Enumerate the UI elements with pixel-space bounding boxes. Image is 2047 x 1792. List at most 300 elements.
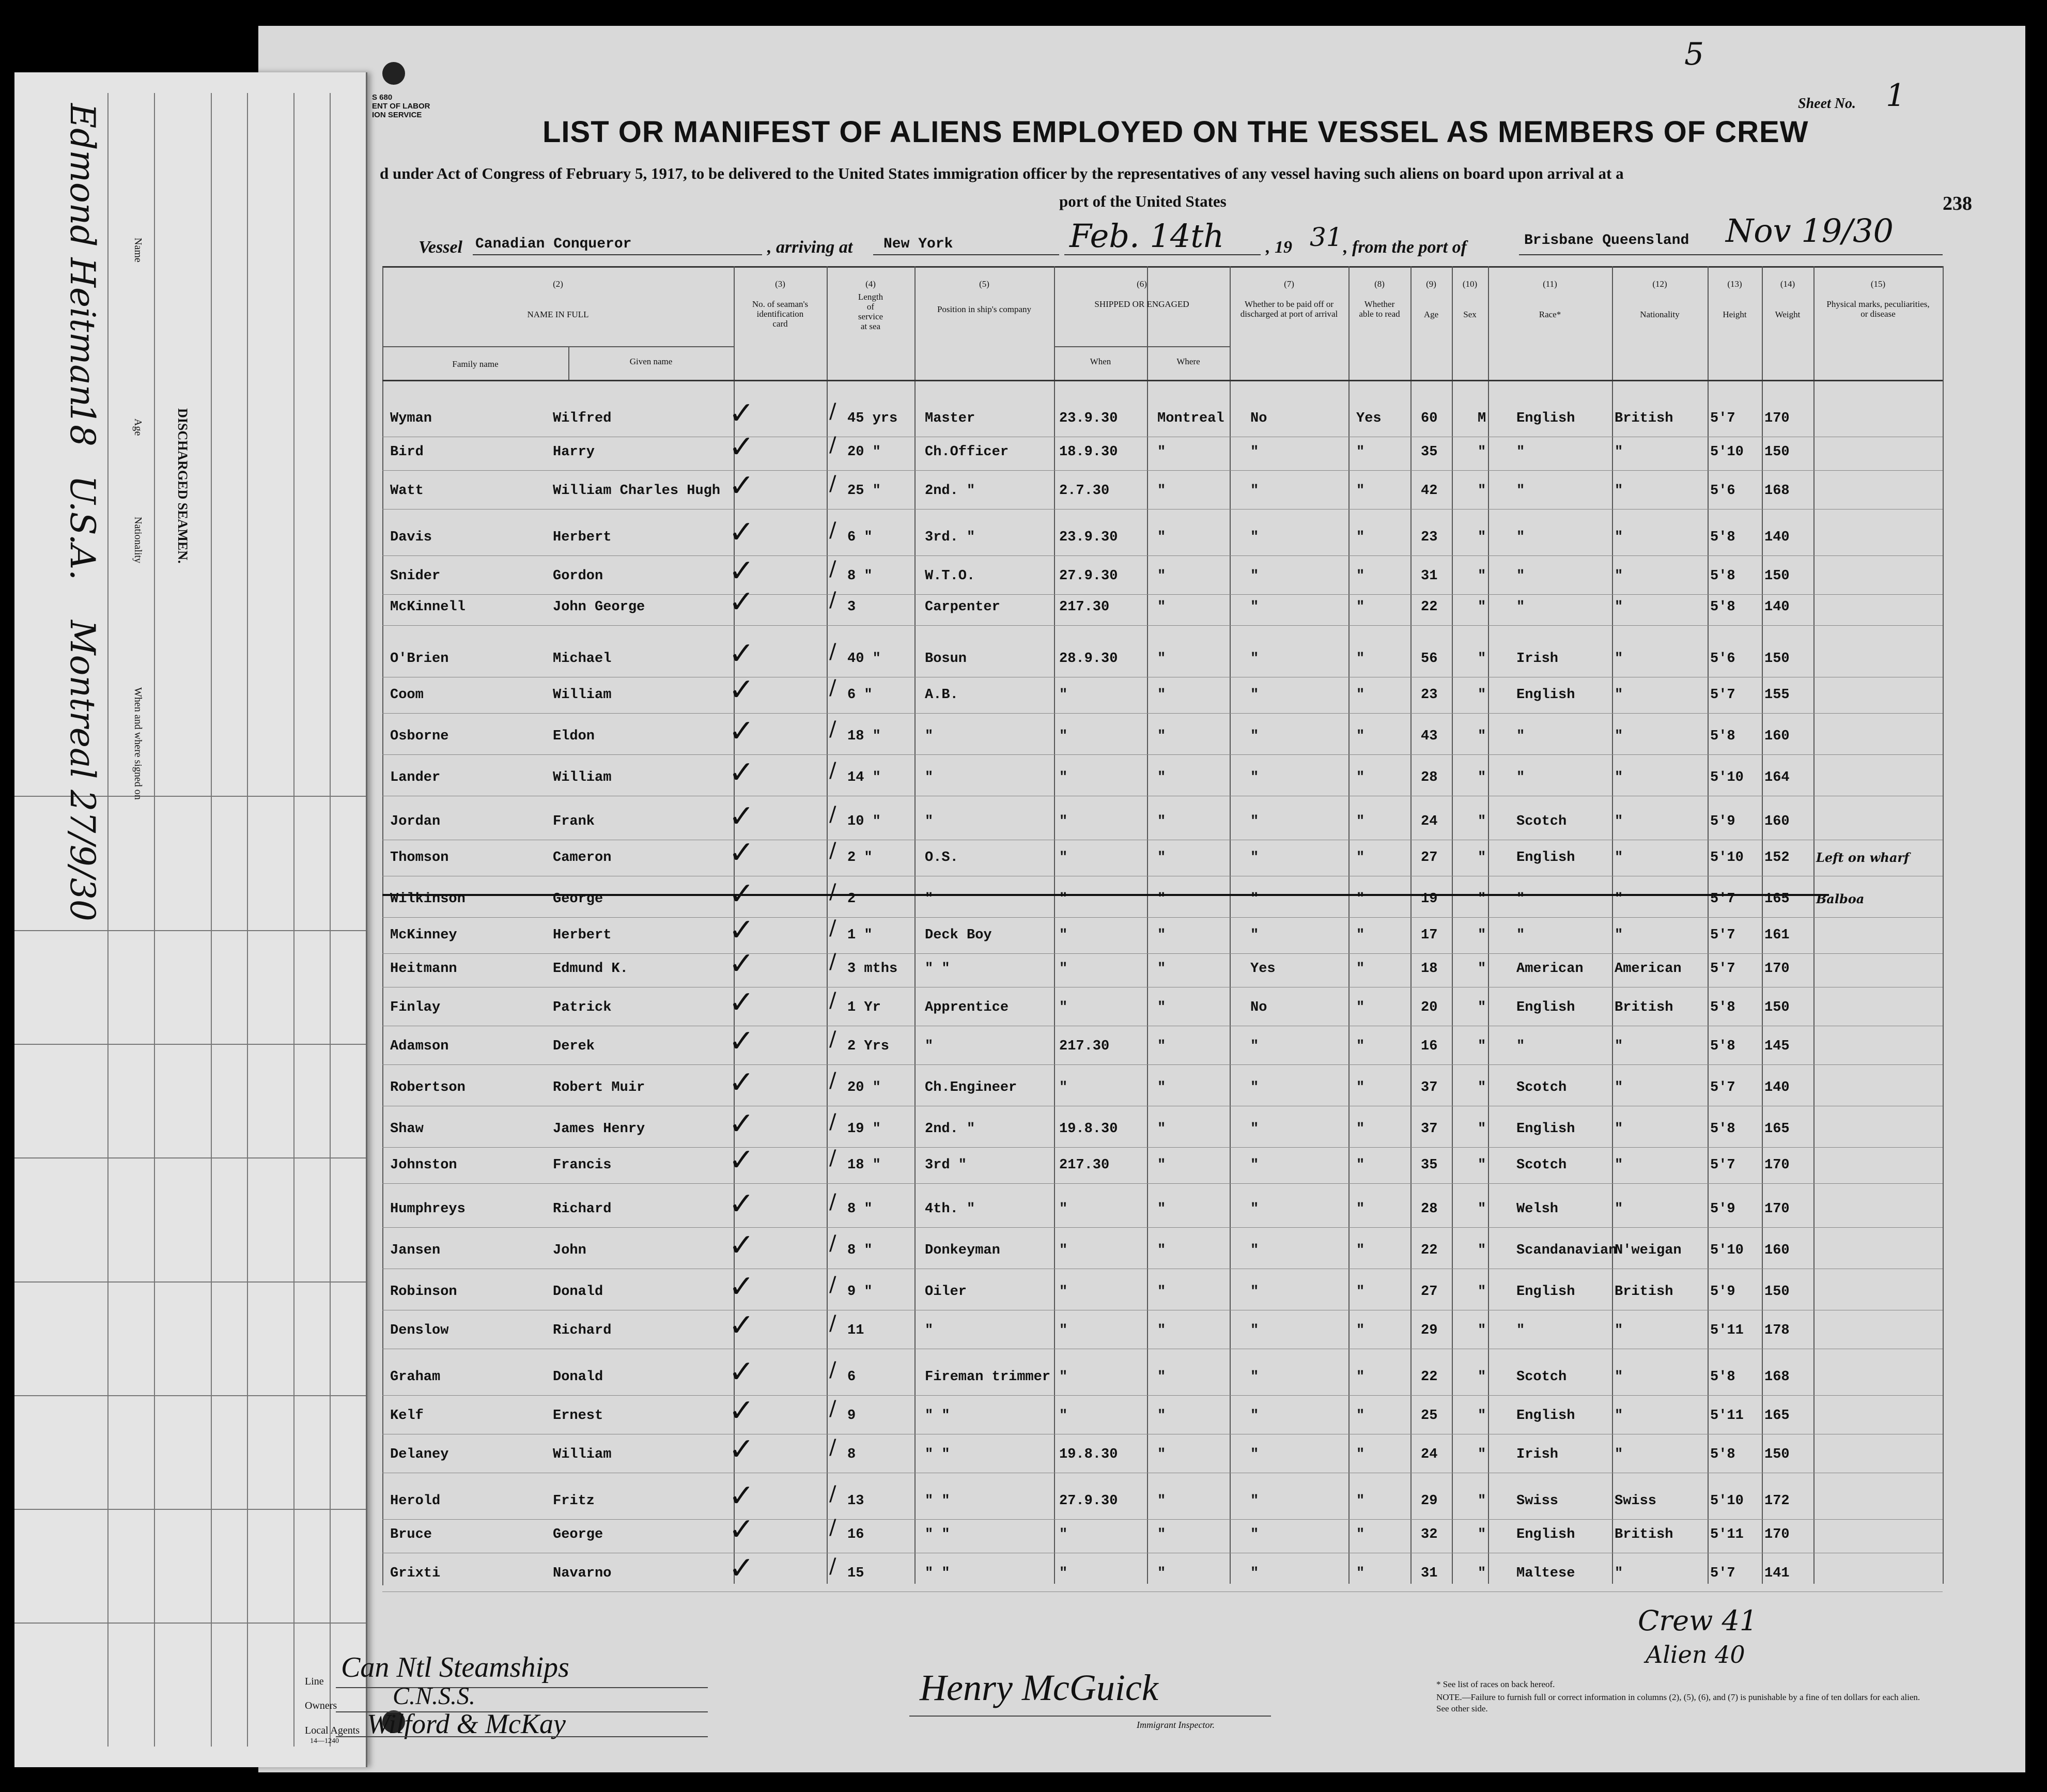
service-length: 2 Yrs	[847, 1039, 890, 1054]
row-rule	[382, 1147, 1943, 1148]
col-header-service	[827, 279, 914, 331]
nationality: "	[1615, 530, 1623, 545]
given-name: Wilfred	[553, 411, 612, 426]
shipped-where: "	[1157, 1493, 1166, 1509]
check-mark: ✓	[728, 912, 755, 948]
discharged-seamen-strip	[14, 72, 367, 1767]
nationality: British	[1615, 1000, 1673, 1015]
shipped-when: 27.9.30	[1059, 1493, 1118, 1509]
nationality: Swiss	[1615, 1493, 1657, 1509]
shipped-when: 18.9.30	[1059, 444, 1118, 460]
shipped-where: "	[1157, 568, 1166, 584]
sex: "	[1478, 444, 1486, 460]
nationality: "	[1615, 850, 1623, 866]
col-num: (7)	[1284, 279, 1294, 289]
check-mark: ✓	[728, 636, 755, 672]
col-header-race	[1488, 279, 1612, 319]
position: " "	[925, 961, 950, 977]
paid-off: "	[1250, 444, 1259, 460]
col-label: Age	[1423, 310, 1439, 319]
age: 35	[1421, 444, 1438, 460]
service-tick-mark: /	[829, 433, 836, 457]
col-num: (6)	[1137, 279, 1147, 289]
given-name: James Henry	[553, 1121, 645, 1137]
service-length: 8 "	[847, 568, 873, 584]
position: " "	[925, 1408, 950, 1424]
position: "	[925, 729, 934, 744]
service-tick-mark: /	[829, 1516, 836, 1539]
service-tick-mark: /	[829, 950, 836, 974]
able-to-read: "	[1356, 599, 1365, 615]
family-name: Lander	[390, 770, 441, 785]
nationality: British	[1615, 411, 1673, 426]
race: "	[1516, 729, 1525, 744]
header-bottom-rule	[382, 380, 1943, 381]
col-divider	[1943, 266, 1944, 1584]
shipped-where: "	[1157, 1369, 1166, 1385]
paid-off: "	[1250, 770, 1259, 785]
arriving-label: , arriving at	[767, 238, 853, 257]
inspector-label: Immigrant Inspector.	[1137, 1720, 1215, 1730]
shipped-where: "	[1157, 1201, 1166, 1217]
given-name: William	[553, 687, 612, 703]
position: " "	[925, 1566, 950, 1581]
race: "	[1516, 444, 1525, 460]
family-name: Osborne	[390, 729, 449, 744]
service-tick-mark: /	[829, 1311, 836, 1335]
paid-off: "	[1250, 651, 1259, 667]
height: 5'6	[1710, 651, 1735, 667]
service-tick-mark: /	[829, 1482, 836, 1506]
col-divider	[1708, 266, 1709, 1584]
strip-divider	[211, 93, 212, 1747]
family-name: Wilkinson	[390, 891, 466, 907]
family-name: Robertson	[390, 1080, 466, 1095]
nationality: "	[1615, 444, 1623, 460]
shipped-when: "	[1059, 814, 1068, 829]
able-to-read: "	[1356, 1408, 1365, 1424]
position: A.B.	[925, 687, 958, 703]
family-name: Bruce	[390, 1527, 432, 1542]
given-name: Donald	[553, 1369, 603, 1385]
weight: 168	[1764, 1369, 1790, 1385]
weight: 150	[1764, 651, 1790, 667]
shipped-where: "	[1157, 729, 1166, 744]
weight: 150	[1764, 1447, 1790, 1462]
weight: 152	[1764, 850, 1790, 866]
nationality: "	[1615, 1408, 1623, 1424]
able-to-read: "	[1356, 1369, 1365, 1385]
col-header-given: Given name	[629, 357, 673, 366]
height: 5'11	[1710, 1408, 1744, 1424]
age: 19	[1421, 891, 1438, 907]
shipped-where: "	[1157, 483, 1166, 499]
service-length: 18 "	[847, 1157, 881, 1173]
paid-off: "	[1250, 1527, 1259, 1542]
able-to-read: "	[1356, 1284, 1365, 1300]
service-length: 3	[847, 599, 856, 615]
height: 5'6	[1710, 483, 1735, 499]
strip-rule	[14, 1509, 366, 1510]
able-to-read: "	[1356, 1243, 1365, 1258]
col-header-sex	[1452, 279, 1488, 319]
owners-label: Owners	[305, 1700, 337, 1711]
paid-off: "	[1250, 729, 1259, 744]
position: " "	[925, 1527, 950, 1542]
shipped-where: "	[1157, 850, 1166, 866]
position: "	[925, 891, 934, 907]
shipped-subheader-rule	[1054, 346, 1230, 347]
nationality: "	[1615, 928, 1623, 943]
race: English	[1516, 687, 1575, 703]
able-to-read: "	[1356, 850, 1365, 866]
service-length: 19 "	[847, 1121, 881, 1137]
paid-off: "	[1250, 483, 1259, 499]
strip-rule	[14, 1044, 366, 1045]
strip-signed-label: When and where signed on	[132, 687, 144, 800]
name-subheader-rule	[382, 346, 734, 347]
age: 24	[1421, 814, 1438, 829]
service-tick-mark: /	[829, 759, 836, 782]
family-name: Snider	[390, 568, 441, 584]
sex: "	[1478, 1566, 1486, 1581]
able-to-read: "	[1356, 891, 1365, 907]
race: "	[1516, 530, 1525, 545]
position: Bosun	[925, 651, 967, 667]
shipped-when: "	[1059, 850, 1068, 866]
check-mark: ✓	[728, 754, 755, 791]
given-name: John	[553, 1243, 586, 1258]
nationality: "	[1615, 1369, 1623, 1385]
owners-value: C.N.S.S.	[393, 1682, 476, 1710]
sheet-number: 1	[1886, 78, 1906, 114]
check-mark: ✓	[728, 984, 755, 1021]
check-mark: ✓	[728, 1431, 755, 1467]
col-header-name	[382, 279, 734, 319]
sex: "	[1478, 1000, 1486, 1015]
position: 2nd. "	[925, 483, 975, 499]
given-name: Gordon	[553, 568, 603, 584]
service-tick-mark: /	[829, 518, 836, 542]
shipped-when: "	[1059, 1408, 1068, 1424]
race: English	[1516, 1284, 1575, 1300]
line-value: Can Ntl Steamships	[341, 1651, 569, 1683]
paid-off: "	[1250, 1369, 1259, 1385]
service-tick-mark: /	[829, 916, 836, 940]
paid-off: "	[1250, 850, 1259, 866]
col-num: (9)	[1426, 279, 1436, 289]
age: 29	[1421, 1493, 1438, 1509]
position: Ch.Officer	[925, 444, 1009, 460]
paid-off: No	[1250, 1000, 1267, 1015]
given-name: Frank	[553, 814, 595, 829]
given-name: Donald	[553, 1284, 603, 1300]
weight: 140	[1764, 1080, 1790, 1095]
weight: 141	[1764, 1566, 1790, 1581]
position: Master	[925, 411, 975, 426]
nationality: "	[1615, 568, 1623, 584]
race: English	[1516, 850, 1575, 866]
shipped-where: "	[1157, 651, 1166, 667]
weight: 172	[1764, 1493, 1790, 1509]
age: 28	[1421, 1201, 1438, 1217]
row-rule	[382, 713, 1943, 714]
given-name: William Charles Hugh	[553, 483, 721, 499]
agents-underline	[336, 1736, 708, 1737]
check-mark: ✓	[728, 1550, 755, 1586]
form-id-line: ENT OF LABOR	[372, 102, 430, 111]
given-name: Robert Muir	[553, 1080, 645, 1095]
height: 5'9	[1710, 814, 1735, 829]
shipped-where: "	[1157, 1447, 1166, 1462]
service-length: 16	[847, 1527, 864, 1542]
shipped-where: "	[1157, 1566, 1166, 1581]
given-name: Patrick	[553, 1000, 612, 1015]
paid-off: "	[1250, 1157, 1259, 1173]
shipped-when: "	[1059, 1284, 1068, 1300]
race: Swiss	[1516, 1493, 1559, 1509]
strip-entry-name: Edmond Heitman	[63, 103, 102, 407]
age: 35	[1421, 1157, 1438, 1173]
age: 31	[1421, 1566, 1438, 1581]
weight: 178	[1764, 1323, 1790, 1338]
service-tick-mark: /	[829, 717, 836, 741]
paid-off: No	[1250, 411, 1267, 426]
strip-divider	[247, 93, 248, 1747]
strip-rule	[14, 1281, 366, 1283]
age: 29	[1421, 1323, 1438, 1338]
service-length: 1 Yr	[847, 1000, 881, 1015]
family-name: Coom	[390, 687, 424, 703]
top-mark: 5	[1684, 36, 1704, 72]
height: 5'7	[1710, 961, 1735, 977]
weight: 170	[1764, 411, 1790, 426]
position: 4th. "	[925, 1201, 975, 1217]
family-name: Herold	[390, 1493, 441, 1509]
sex: "	[1478, 770, 1486, 785]
from-port-underline	[1519, 254, 1943, 255]
nationality: "	[1615, 687, 1623, 703]
age: 25	[1421, 1408, 1438, 1424]
able-to-read: "	[1356, 928, 1365, 943]
family-name: Davis	[390, 530, 432, 545]
nationality: "	[1615, 814, 1623, 829]
shipped-where: "	[1157, 1527, 1166, 1542]
sex: "	[1478, 814, 1486, 829]
shipped-where: "	[1157, 1039, 1166, 1054]
position: " "	[925, 1493, 950, 1509]
form-code: 14—1240	[310, 1737, 339, 1745]
sex: "	[1478, 599, 1486, 615]
service-length: 40 "	[847, 651, 881, 667]
strip-divider	[293, 93, 294, 1747]
family-name: Humphreys	[390, 1201, 466, 1217]
col-header-paid	[1230, 279, 1348, 319]
col-header-nationality	[1612, 279, 1708, 319]
able-to-read: "	[1356, 1157, 1365, 1173]
service-length: 15	[847, 1566, 864, 1581]
able-to-read: "	[1356, 444, 1365, 460]
col-num: (10)	[1462, 279, 1478, 289]
crew-total: Crew 41	[1638, 1604, 1758, 1637]
vessel-name-underline	[473, 254, 762, 255]
able-to-read: "	[1356, 1000, 1365, 1015]
nationality: "	[1615, 729, 1623, 744]
height: 5'7	[1710, 1157, 1735, 1173]
race: "	[1516, 770, 1525, 785]
service-length: 6 "	[847, 530, 873, 545]
able-to-read: "	[1356, 1039, 1365, 1054]
height: 5'10	[1710, 1493, 1744, 1509]
service-tick-mark: /	[829, 802, 836, 826]
sex: "	[1478, 568, 1486, 584]
age: 28	[1421, 770, 1438, 785]
paid-off: "	[1250, 1201, 1259, 1217]
service-length: 11	[847, 1323, 864, 1338]
shipped-when: "	[1059, 1566, 1068, 1581]
weight: 150	[1764, 1000, 1790, 1015]
service-tick-mark: /	[829, 1358, 836, 1382]
row-rule	[382, 625, 1943, 626]
check-mark: ✓	[728, 713, 755, 749]
year-prefix: , 19	[1266, 238, 1292, 257]
check-mark: ✓	[728, 468, 755, 504]
sex: "	[1478, 1527, 1486, 1542]
row-rule	[382, 1519, 1943, 1520]
given-name: George	[553, 1527, 603, 1542]
age: 42	[1421, 483, 1438, 499]
service-length: 8 "	[847, 1201, 873, 1217]
position: W.T.O.	[925, 568, 975, 584]
weight: 165	[1764, 891, 1790, 907]
height: 5'8	[1710, 568, 1735, 584]
shipped-when: "	[1059, 687, 1068, 703]
row-rule	[382, 754, 1943, 755]
weight: 160	[1764, 729, 1790, 744]
shipped-where: "	[1157, 961, 1166, 977]
height: 5'7	[1710, 891, 1735, 907]
service-tick-mark: /	[829, 1397, 836, 1420]
family-name: McKinney	[390, 928, 457, 943]
check-mark: ✓	[728, 553, 755, 589]
height: 5'9	[1710, 1201, 1735, 1217]
weight: 150	[1764, 444, 1790, 460]
position: Deck Boy	[925, 928, 992, 943]
paid-off: "	[1250, 1243, 1259, 1258]
subtitle-line-1: d under Act of Congress of February 5, 1917, to be delivered to the United States immigration officer by the representatives of any vessel having such aliens on board upon arrival at a	[380, 164, 1624, 182]
strip-divider	[154, 93, 155, 1747]
service-tick-mark: /	[829, 988, 836, 1012]
strip-entry-nationality: U.S.A.	[63, 475, 102, 581]
given-name: Harry	[553, 444, 595, 460]
weight: 170	[1764, 1527, 1790, 1542]
age: 60	[1421, 411, 1438, 426]
service-tick-mark: /	[829, 1027, 836, 1051]
family-name: Kelf	[390, 1408, 424, 1424]
row-rule	[382, 1395, 1943, 1396]
col-label: Race*	[1539, 310, 1561, 319]
family-name: Johnston	[390, 1157, 457, 1173]
sheet-label: Sheet No.	[1798, 96, 1856, 112]
family-name: Jansen	[390, 1243, 441, 1258]
strip-nationality-label: Nationality	[132, 517, 144, 563]
form-id-line: ION SERVICE	[372, 111, 422, 119]
position: "	[925, 1039, 934, 1054]
sex: "	[1478, 1243, 1486, 1258]
height: 5'10	[1710, 444, 1744, 460]
row-rule	[382, 1064, 1943, 1065]
race: "	[1516, 928, 1525, 943]
departure-date: Nov 19/30	[1726, 212, 1894, 250]
shipped-when: 217.30	[1059, 599, 1110, 615]
able-to-read: "	[1356, 483, 1365, 499]
height: 5'7	[1710, 928, 1735, 943]
col-divider	[827, 266, 828, 1584]
family-name: McKinnell	[390, 599, 466, 615]
sex: "	[1478, 729, 1486, 744]
nationality: "	[1615, 1080, 1623, 1095]
col-label: Height	[1723, 310, 1747, 319]
sex: "	[1478, 850, 1486, 866]
age: 32	[1421, 1527, 1438, 1542]
shipped-where: "	[1157, 1000, 1166, 1015]
given-name: William	[553, 1447, 612, 1462]
weight: 160	[1764, 1243, 1790, 1258]
nationality: "	[1615, 1323, 1623, 1338]
shipped-when: "	[1059, 770, 1068, 785]
shipped-when: "	[1059, 1000, 1068, 1015]
col-num: (14)	[1780, 279, 1795, 289]
given-name: Derek	[553, 1039, 595, 1054]
service-length: 2	[847, 891, 856, 907]
able-to-read: "	[1356, 651, 1365, 667]
service-length: 20 "	[847, 1080, 881, 1095]
position: "	[925, 1323, 934, 1338]
col-label: Sex	[1463, 310, 1477, 319]
row-rule	[382, 555, 1943, 556]
service-tick-mark: /	[829, 839, 836, 862]
check-mark: ✓	[728, 1064, 755, 1101]
height: 5'7	[1710, 1080, 1735, 1095]
col-label: NAME IN FULL	[527, 310, 589, 319]
check-mark: ✓	[728, 876, 755, 912]
race: English	[1516, 1121, 1575, 1137]
shipped-where: Montreal	[1157, 411, 1224, 426]
col-num: (12)	[1652, 279, 1667, 289]
position: " "	[925, 1447, 950, 1462]
race: Maltese	[1516, 1566, 1575, 1581]
given-name: Richard	[553, 1201, 612, 1217]
age: 27	[1421, 850, 1438, 866]
punch-hole	[382, 62, 405, 85]
line-label: Line	[305, 1676, 324, 1687]
strip-divider	[107, 93, 108, 1747]
service-length: 6	[847, 1369, 856, 1385]
shipped-where: "	[1157, 1121, 1166, 1137]
shipped-where: "	[1157, 444, 1166, 460]
col-label: Physical marks, peculiarities, or disease	[1826, 299, 1930, 319]
family-name: Robinson	[390, 1284, 457, 1300]
service-length: 20 "	[847, 444, 881, 460]
age: 31	[1421, 568, 1438, 584]
paid-off: "	[1250, 1323, 1259, 1338]
service-length: 10 "	[847, 814, 881, 829]
col-num: (11)	[1543, 279, 1557, 289]
service-length: 3 mths	[847, 961, 898, 977]
given-name: Ernest	[553, 1408, 603, 1424]
weight: 155	[1764, 687, 1790, 703]
given-name: Edmund K.	[553, 961, 628, 977]
